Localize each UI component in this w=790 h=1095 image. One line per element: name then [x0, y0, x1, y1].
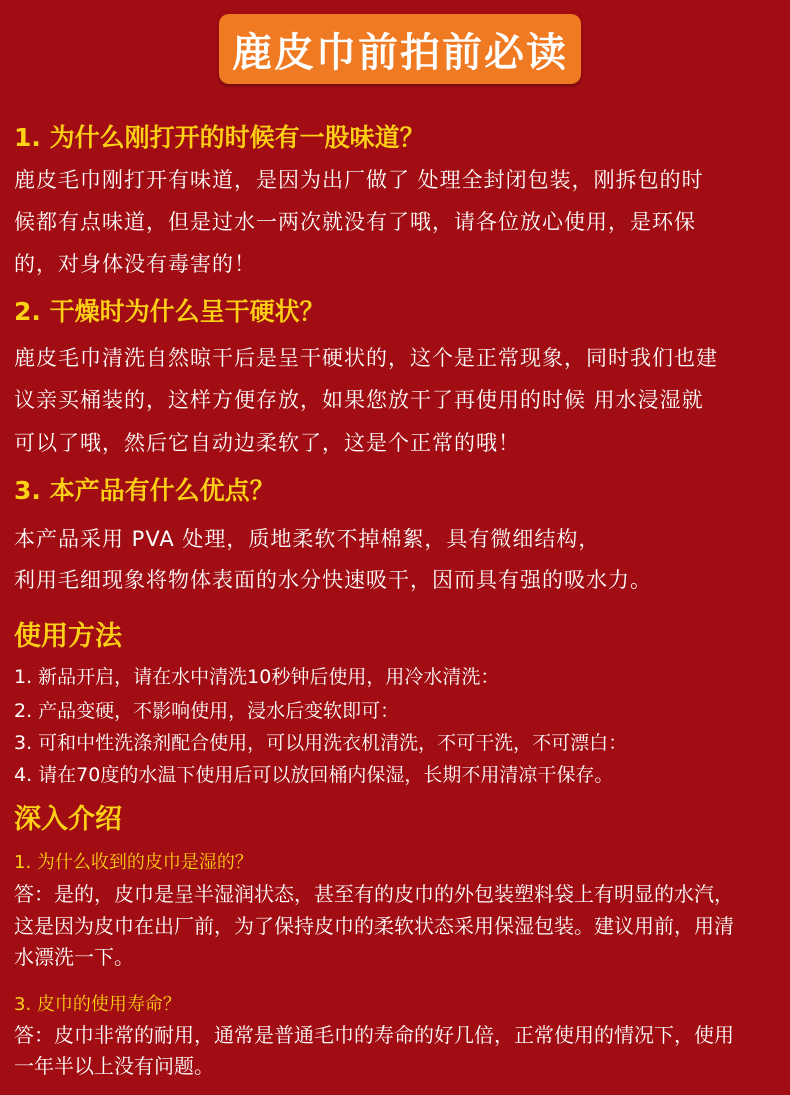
faq-2-line-3: 可以了哦，然后它自动边柔软了，这是个正常的哦！	[14, 431, 520, 455]
faq-2-line-1: 鹿皮毛巾清洗自然晾干后是呈干硬状的，这个是正常现象，同时我们也建	[14, 346, 718, 370]
title-banner	[219, 14, 581, 84]
usage-item-1: 1. 新品开启，请在水中清洗10秒钟后使用，用冷水清洗：	[14, 666, 500, 688]
page-title: 鹿皮巾前拍前必读	[232, 29, 568, 76]
deep-a-1-line-1: 答：是的，皮巾是呈半湿润状态，甚至有的皮巾的外包装塑料袋上有明显的水汽，	[14, 882, 734, 906]
usage-item-4: 4. 请在70度的水温下使用后可以放回桶内保湿，长期不用清凉干保存。	[14, 764, 614, 786]
deep-a-2-line-1: 答：皮巾非常的耐用，通常是普通毛巾的寿命的好几倍，正常使用的情况下，使用	[14, 1023, 734, 1047]
faq-3-line-1: 本产品采用 PVA 处理，质地柔软不掉棉絮，具有微细结构，	[14, 527, 601, 551]
deep-a-1-line-3: 水漂洗一下。	[14, 945, 134, 969]
deep-a-2-line-2: 一年半以上没有问题。	[14, 1054, 214, 1078]
faq-1-line-1: 鹿皮毛巾刚打开有味道，是因为出厂做了 处理全封闭包装，刚拆包的时	[14, 168, 704, 192]
usage-heading: 使用方法	[14, 621, 122, 652]
deep-heading: 深入介绍	[14, 804, 122, 835]
faq-3-line-2: 利用毛细现象将物体表面的水分快速吸干，因而具有强的吸水力。	[14, 568, 652, 592]
deep-a-1-line-2: 这是因为皮巾在出厂前，为了保持皮巾的柔软状态采用保湿包装。建议用前，用清	[14, 914, 734, 938]
faq-1-line-3: 的，对身体没有毒害的！	[14, 252, 256, 276]
faq-1-line-2: 候都有点味道，但是过水一两次就没有了哦，请各位放心使用，是环保	[14, 210, 696, 234]
usage-item-2: 2. 产品变硬，不影响使用，浸水后变软即可：	[14, 700, 400, 722]
faq-2-line-2: 议亲买桶装的，这样方便存放，如果您放干了再使用的时候 用水浸湿就	[14, 388, 704, 412]
deep-q-1: 1. 为什么收到的皮巾是湿的？	[14, 852, 253, 873]
usage-item-3: 3. 可和中性洗涤剂配合使用，可以用洗衣机清洗，不可干洗，不可漂白：	[14, 732, 628, 754]
faq-2-heading: 2. 干燥时为什么呈干硬状？	[14, 297, 325, 326]
faq-3-heading: 3. 本产品有什么优点？	[14, 476, 275, 505]
deep-q-2: 3. 皮巾的使用寿命？	[14, 994, 181, 1015]
faq-1-heading: 1. 为什么刚打开的时候有一股味道？	[14, 123, 425, 152]
